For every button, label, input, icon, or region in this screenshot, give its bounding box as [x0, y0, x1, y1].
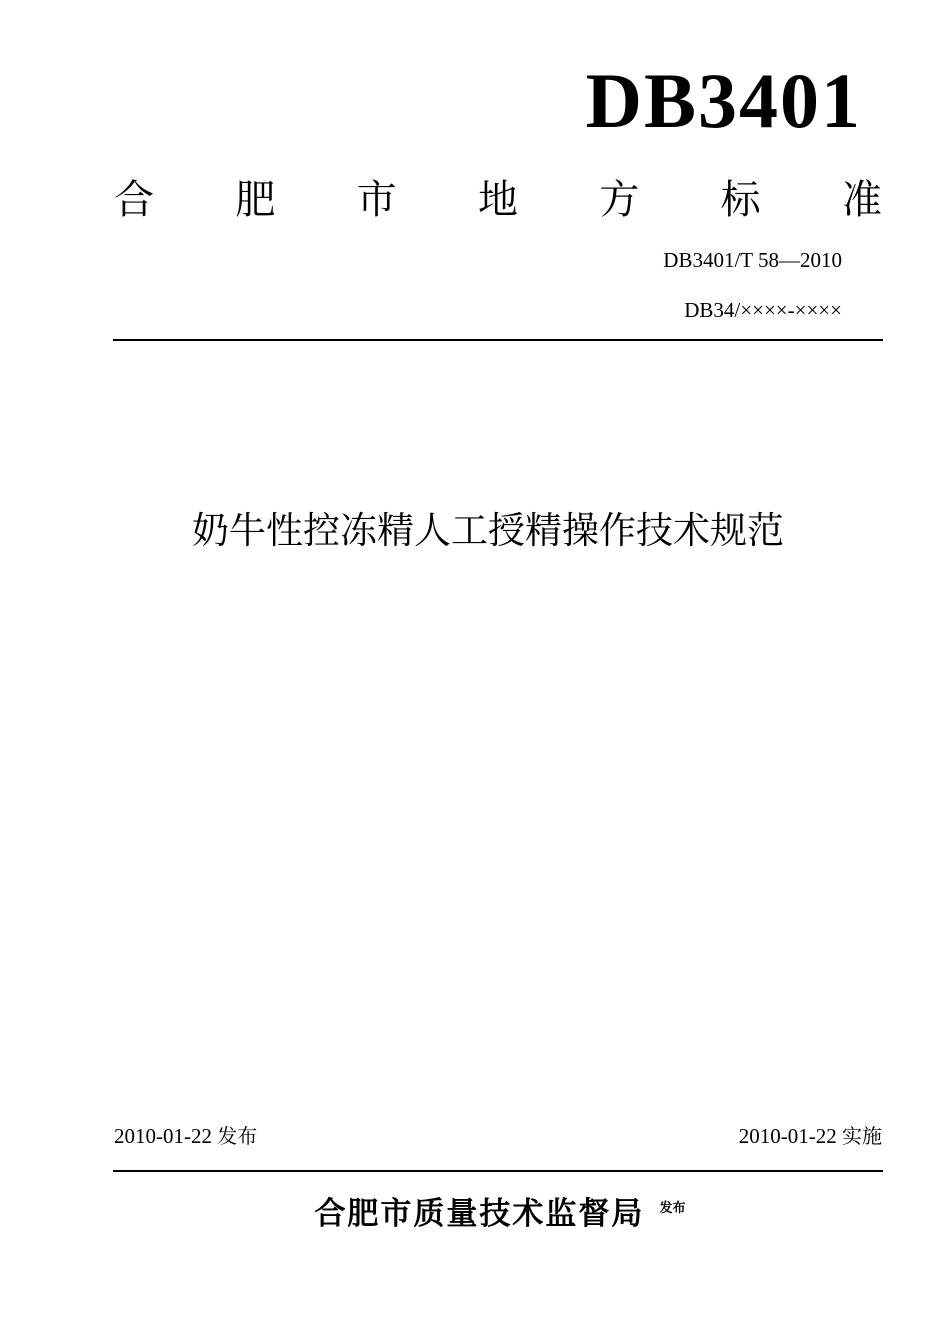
standard-type-char: 市	[356, 177, 397, 223]
standard-type-title	[114, 176, 882, 224]
issuer-tag: 发布	[659, 1201, 686, 1216]
issuer-line	[0, 1188, 950, 1233]
document-title: 奶牛性控冻精人工授精操作技术规范	[192, 509, 784, 552]
standard-code-heading: DB3401	[585, 57, 862, 144]
standard-number: DB3401/T 58—2010	[663, 248, 842, 272]
implement-label: 实施	[842, 1124, 882, 1148]
issuer-name: 合肥市质量技术监督局	[314, 1196, 645, 1232]
standard-type-char: 地	[477, 177, 518, 223]
implement-date: 2010-01-22	[738, 1124, 837, 1148]
publish-date: 2010-01-22	[114, 1124, 212, 1148]
standard-type-char: 准	[841, 177, 882, 223]
footer-divider	[113, 1170, 883, 1172]
standard-type-char: 肥	[235, 177, 276, 223]
publish-date-line	[114, 1122, 257, 1150]
standard-type-char: 方	[599, 177, 640, 223]
standard-type-char: 合	[114, 177, 154, 223]
implement-date-line	[739, 1122, 882, 1150]
replaces-standard-number: DB34/××××-××××	[684, 298, 842, 322]
standard-type-char: 标	[720, 177, 761, 223]
publish-label: 发布	[217, 1124, 258, 1148]
header-divider	[113, 339, 883, 341]
